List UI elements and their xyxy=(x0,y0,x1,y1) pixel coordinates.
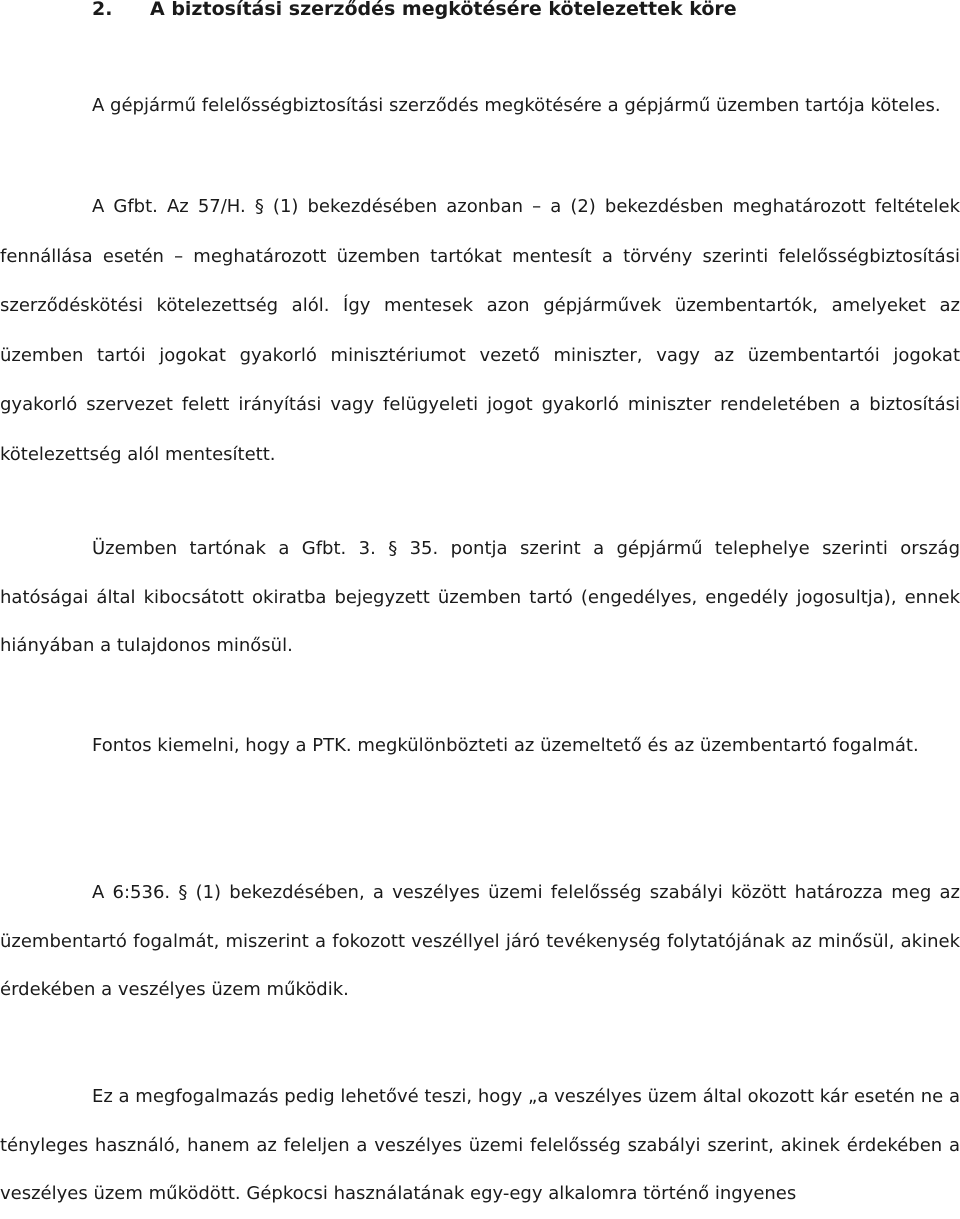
paragraph: A gépjármű felelősségbiztosítási szerződés megkötésére a gépjármű üzemben tartója köteles. xyxy=(92,95,941,116)
section-heading xyxy=(92,0,737,20)
section-number: 2. xyxy=(92,0,113,20)
paragraph: Üzemben tartónak a Gfbt. 3. § 35. pontja szerint a gépjármű telephelye szerinti ország hatóságai által kibocsátott okiratba bejegyzett üzemben tartó (engedélyes, engedély jogosultja), ennek hiányában a tulajdonos minősül. xyxy=(0,538,960,656)
paragraph: A Gfbt. Az 57/H. § (1) bekezdésében azonban – a (2) bekezdésben meghatározott feltételek fennállása esetén – meghatározott üzemben tartókat mentesít a törvény szerinti felelősségbiztosítási szerződéskötési kötelezettség alól. Így mentesek azon gépjárművek üzembentartók, amelyeket az üzemben tartói jogokat gyakorló minisztériumot vezető miniszter, vagy az üzembentartói jogokat gyakorló szervezet felett irányítási vagy felügyeleti jogot gyakorló miniszter rendeletében a biztosítási kötelezettség alól mentesített. xyxy=(0,196,960,465)
paragraph: Fontos kiemelni, hogy a PTK. megkülönbözteti az üzemeltető és az üzembentartó fogalmát. xyxy=(92,735,919,756)
paragraph: Ez a megfogalmazás pedig lehetővé teszi, hogy „a veszélyes üzem által okozott kár esetén ne a tényleges használó, hanem az feleljen a veszélyes üzemi felelősség szabályi szerint, akinek érdekében a veszélyes üzem működött. Gépkocsi használatának egy-egy alkalomra történő ingyenes xyxy=(0,1086,960,1204)
paragraph: A 6:536. § (1) bekezdésében, a veszélyes üzemi felelősség szabályi között határozza meg az üzembentartó fogalmát, miszerint a fokozott veszéllyel járó tevékenység folytatójának az minősül, akinek érdekében a veszélyes üzem működik. xyxy=(0,882,960,1000)
section-title: A biztosítási szerződés megkötésére kötelezettek köre xyxy=(150,0,737,20)
